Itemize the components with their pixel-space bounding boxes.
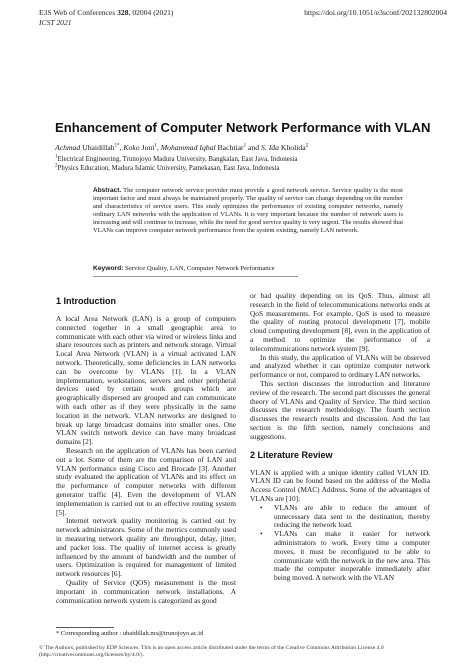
advantages-list bbox=[250, 504, 430, 583]
doi-link[interactable]: https://doi.org/10.1051/e3sconf/202132802004 bbox=[304, 8, 447, 17]
running-header-left bbox=[39, 8, 173, 27]
article-id: , 02004 (2021) bbox=[128, 8, 174, 17]
keywords-divider bbox=[93, 276, 298, 277]
conference-name: ICST 2021 bbox=[39, 17, 72, 27]
intro-paragraph-5: or bad quality depending on its QoS. Thus, almost all research in the field of telecommunications networks ends at QoS measurements. For example, QoS is used to measure the quality of routing protocol development [7], mobile cloud computing development [8], even in the application of a method to optimize the performance of a telecommunications network system [9]. bbox=[250, 291, 430, 353]
intro-paragraph-2: Research on the application of VLANs has been carried out a lot. Some of them are the comparison of LAN and VLAN performance using Cisco and Brocade [3]. Another study evaluated the application of VLANs and its effect on the performance of computer networks with different generator traffic [4]. Even the development of VLAN implementation is carried out to an effective routing system [5]. bbox=[56, 445, 236, 517]
affiliation-2-marker: 2 bbox=[55, 163, 58, 169]
license-notice: © The Authors, published by EDP Sciences. This is an open access article distributed under the terms of the Creative Commons Attribution License 4.0 (http://creativecommons.org/licenses/by/4.0/). bbox=[39, 645, 384, 658]
right-column bbox=[250, 292, 430, 583]
footnote-divider bbox=[56, 627, 114, 628]
abstract bbox=[93, 187, 403, 234]
intro-paragraph-1: A local Area Network (LAN) is a group of computers connected together in a small geographic area to communicate with each other via wired or wireless links and share resources such as printers and network storage. Virtual Local Area Network (VLAN) is a virtual activated LAN network. Theoretically, some deficiencies in LAN networks can be overcome by VLANs [1]. In a VLAN implementation, workstations, servers and other peripheral devices used by certain work groups which are geographically dispersed are grouped and can communicate with each other as if they were physically in the same location in the network. VLAN networks are designed to break up large broadcast domains into smaller ones. One VLAN switch network device can have many broadcast domains [2]. bbox=[56, 314, 236, 447]
left-column bbox=[56, 296, 236, 605]
keywords-label: Keyword: bbox=[93, 265, 124, 272]
running-header-right bbox=[304, 8, 447, 18]
journal-line bbox=[39, 8, 173, 18]
intro-paragraph-4: Quality of Service (QOS) measurement is the most important in communication network installations. A communication network system is categorized as good bbox=[56, 577, 236, 605]
list-item bbox=[250, 530, 430, 583]
intro-paragraph-3: Internet network quality monitoring is carried out by network administrators. Some of the metrics commonly used in measuring network quality are throughput, delay, jitter, and packet loss. The quality of internet access is greatly influenced by the amount of bandwidth and the number of users. Optimization is required for management of limited network resources [6]. bbox=[56, 516, 236, 579]
corresponding-author-footnote: * Corresponding author : ubaidillah.ms@trunojoyo.ac.id bbox=[56, 630, 204, 637]
author-list: Achmad Ubaidillah$^{1*}$, Koko Joni$^1$, Mohammad Iqbal Bachtiar$^1$ and S. Ida Kholida$^2$ bbox=[55, 143, 309, 152]
intro-heading: 1 Introduction bbox=[56, 296, 116, 306]
author-name: S. Ida Kholida$^2$ bbox=[261, 143, 309, 152]
paper-title: Enhancement of Computer Network Performance with VLAN bbox=[55, 120, 431, 135]
intro-paragraph-7: This section discusses the introduction and literature review of the research. The second part discusses the general theory of VLANs and Quality of Service. The third section discusses the research methodology. The fourth section discusses the research results and discussion. And the last section is the fifth section, namely conclusions and suggestions. bbox=[250, 378, 430, 441]
literature-review-heading: 2 Literature Review bbox=[250, 449, 333, 460]
affiliation-1-text: Electrical Engineering, Trunojoyo Madura University, Bangkalan, East Java, Indonesia bbox=[57, 156, 298, 163]
intro-paragraph-6: In this study, the application of VLANs will be observed and analyzed whether it can optimize computer network performance or not, compared to ordinary LAN networks. bbox=[250, 352, 430, 380]
author-name: Koko Joni$^1$ bbox=[123, 143, 157, 152]
keywords-text: Service Quality, LAN, Computer Network Performance bbox=[123, 265, 275, 272]
author-name: Mohammad Iqbal Bachtiar$^1$ bbox=[160, 143, 247, 152]
list-item-text: VLANs can make it easier for network administrators to work. Every time a computer moves, it must be reconfigured to be able to communicate with the network in the new area. This made the computer inoperable immediately after being moved. A network with the VLAN bbox=[274, 529, 430, 583]
journal-name: E3S Web of Conferences bbox=[39, 8, 116, 17]
bullet-icon: • bbox=[260, 502, 263, 512]
affiliation-2-text: Physics Education, Madura Islamic University, Pamekasan, East Java, Indonesia bbox=[57, 165, 280, 172]
list-item bbox=[250, 504, 430, 530]
bullet-icon: • bbox=[260, 529, 263, 539]
affiliation-2 bbox=[55, 165, 445, 174]
abstract-text: The computer network service provider must provide a good network service. Service quality is the most important factor and must always be maintained properly. The quality of service can change depending on the number and characteristics of service users. This study optimizes the performance of existing computer networks, namely ordinary LAN networks with the application of VLANs. It is very important because the number of network users is increasing and will continue to increase, while the need for good service quality is very urgent. The results showed that VLANs can improve computer network performance from the system existing, namely LAN network. bbox=[93, 187, 403, 234]
list-item-text: VLANs are able to reduce the amount of unnecessary data sent to the destination, thereby reducing the network load. bbox=[274, 502, 430, 530]
affiliation-1 bbox=[55, 156, 445, 165]
keywords bbox=[93, 265, 403, 273]
abstract-label: Abstract. bbox=[93, 187, 122, 194]
journal-volume: 328 bbox=[117, 8, 129, 17]
author-name: Achmad Ubaidillah$^{1*}$ bbox=[55, 143, 120, 152]
affiliation-1-marker: 1 bbox=[55, 154, 58, 160]
literature-paragraph: VLAN is applied with a unique identity called VLAN ID. VLAN ID can be found based on the address of the Media Access Control (MAC) Address. Some of the advantages of VLANs are [10]: bbox=[250, 467, 430, 503]
